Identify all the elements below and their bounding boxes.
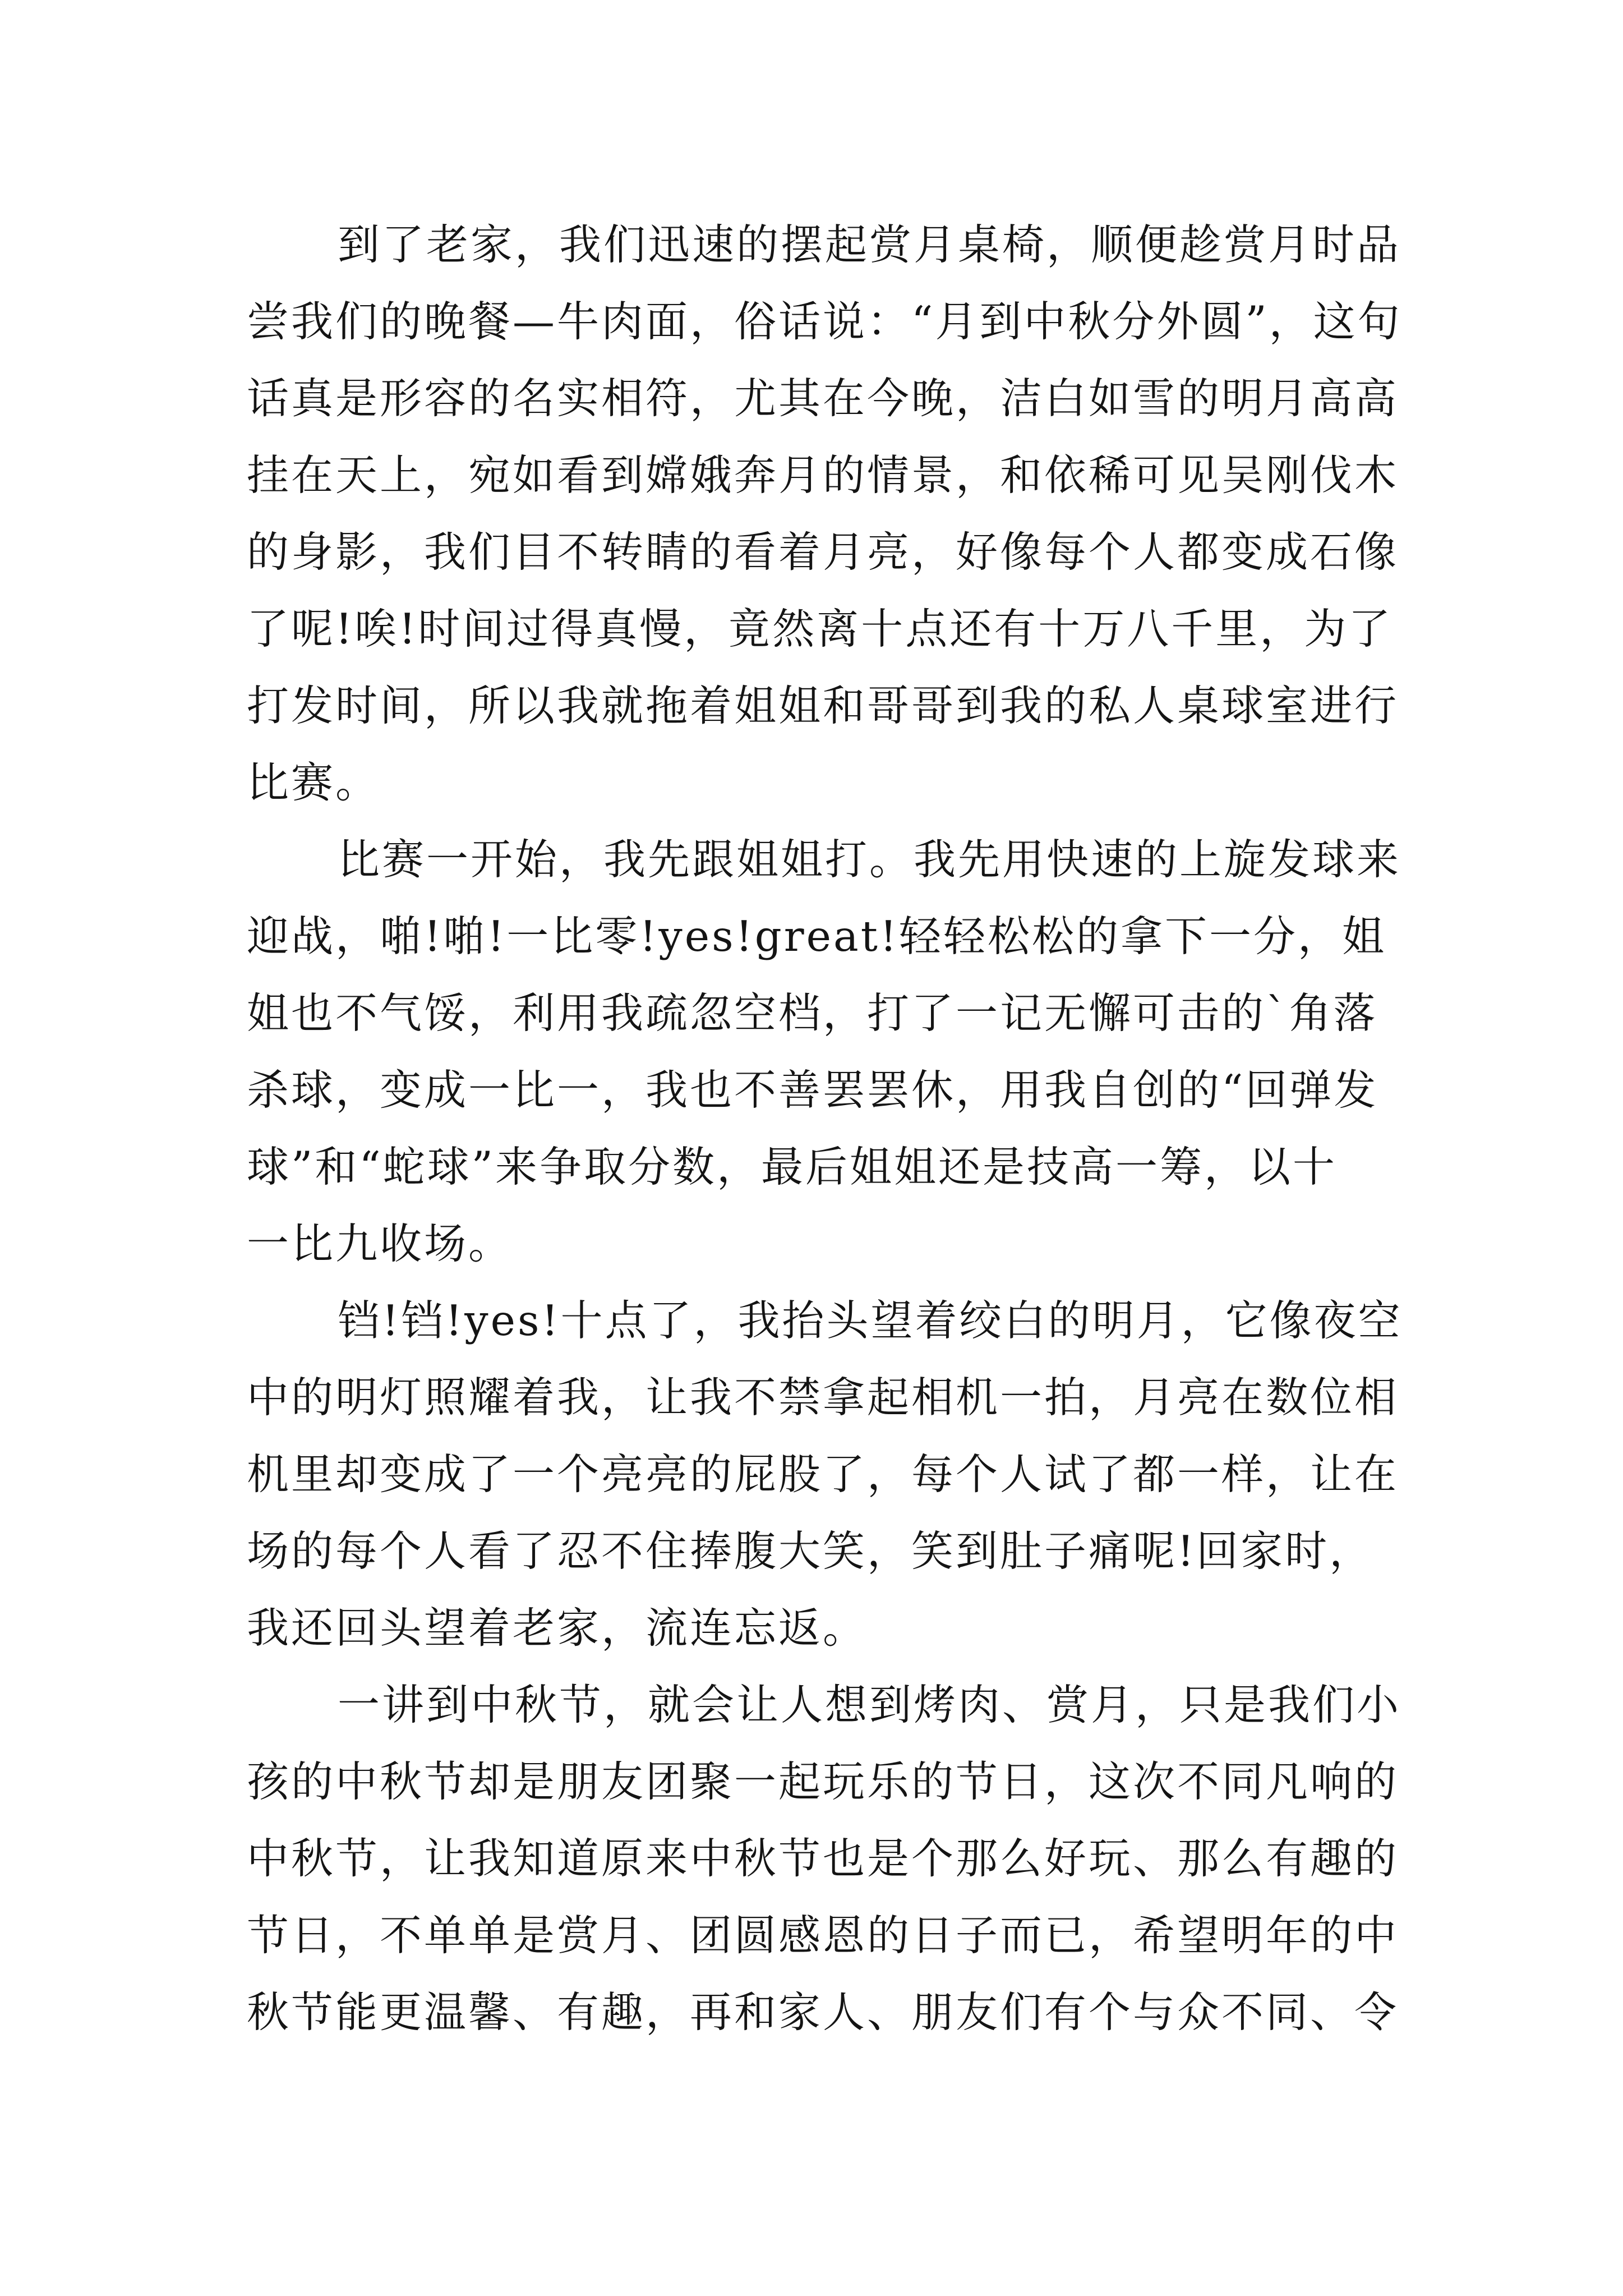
text-line: 一讲到中秋节，就会让人想到烤肉、赏月，只是我们小 — [338, 1680, 1401, 1729]
text-line: 场的每个人看了忍不住捧腹大笑，笑到肚子痛呢!回家时， — [247, 1526, 1374, 1576]
text-line: 孩的中秋节却是朋友团聚一起玩乐的节日，这次不同凡响的 — [247, 1757, 1399, 1806]
text-line: 杀球，变成一比一，我也不善罢罢休，用我自创的“回弹发 — [247, 1065, 1378, 1115]
text-line: 机里却变成了一个亮亮的屁股了，每个人试了都一样，让在 — [247, 1450, 1399, 1499]
text-line: 姐也不气馁，利用我疏忽空档，打了一记无懈可击的`角落 — [247, 988, 1378, 1038]
text-line: 球”和“蛇球”来争取分数，最后姐姐还是技高一筹，以十 — [247, 1142, 1338, 1191]
document-body — [247, 206, 1403, 2051]
text-line: 比赛。 — [247, 758, 380, 807]
text-line: 比赛一开始，我先跟姐姐打。我先用快速的上旋发球来 — [338, 835, 1401, 884]
text-line: 我还回头望着老家，流连忘返。 — [247, 1603, 868, 1653]
text-line: 打发时间，所以我就拖着姐姐和哥哥到我的私人桌球室进行 — [247, 681, 1399, 730]
text-line: 话真是形容的名实相符，尤其在今晚，洁白如雪的明月高高 — [247, 374, 1399, 423]
text-line: 中的明灯照耀着我，让我不禁拿起相机一拍，月亮在数位相 — [247, 1373, 1399, 1422]
text-line: 尝我们的晚餐—牛肉面，俗话说：“月到中秋分外圆”，这句 — [247, 297, 1402, 346]
text-line: 迎战，啪!啪!一比零!yes!great!轻轻松松的拿下一分，姐 — [247, 912, 1387, 961]
text-line: 中秋节，让我知道原来中秋节也是个那么好玩、那么有趣的 — [247, 1834, 1399, 1883]
text-line: 秋节能更温馨、有趣，再和家人、朋友们有个与众不同、令 — [247, 1987, 1399, 2037]
text-line: 一比九收场。 — [247, 1219, 513, 1268]
text-line: 到了老家，我们迅速的摆起赏月桌椅，顺便趁赏月时品 — [338, 220, 1401, 269]
text-line: 的身影，我们目不转睛的看着月亮，好像每个人都变成石像 — [247, 527, 1399, 577]
text-line: 了呢!唉!时间过得真慢，竟然离十点还有十万八千里，为了 — [247, 604, 1393, 654]
text-line: 铛!铛!yes!十点了，我抬头望着绞白的明月，它像夜空 — [338, 1296, 1403, 1345]
paragraph-1 — [247, 206, 1402, 821]
paragraph-3 — [247, 1282, 1403, 1667]
text-line: 节日，不单单是赏月、团圆感恩的日子而已，希望明年的中 — [247, 1911, 1399, 1960]
text-line: 挂在天上，宛如看到嫦娥奔月的情景，和依稀可见吴刚伐木 — [247, 450, 1399, 500]
paragraph-2 — [247, 821, 1401, 1282]
paragraph-4 — [247, 1667, 1401, 2051]
